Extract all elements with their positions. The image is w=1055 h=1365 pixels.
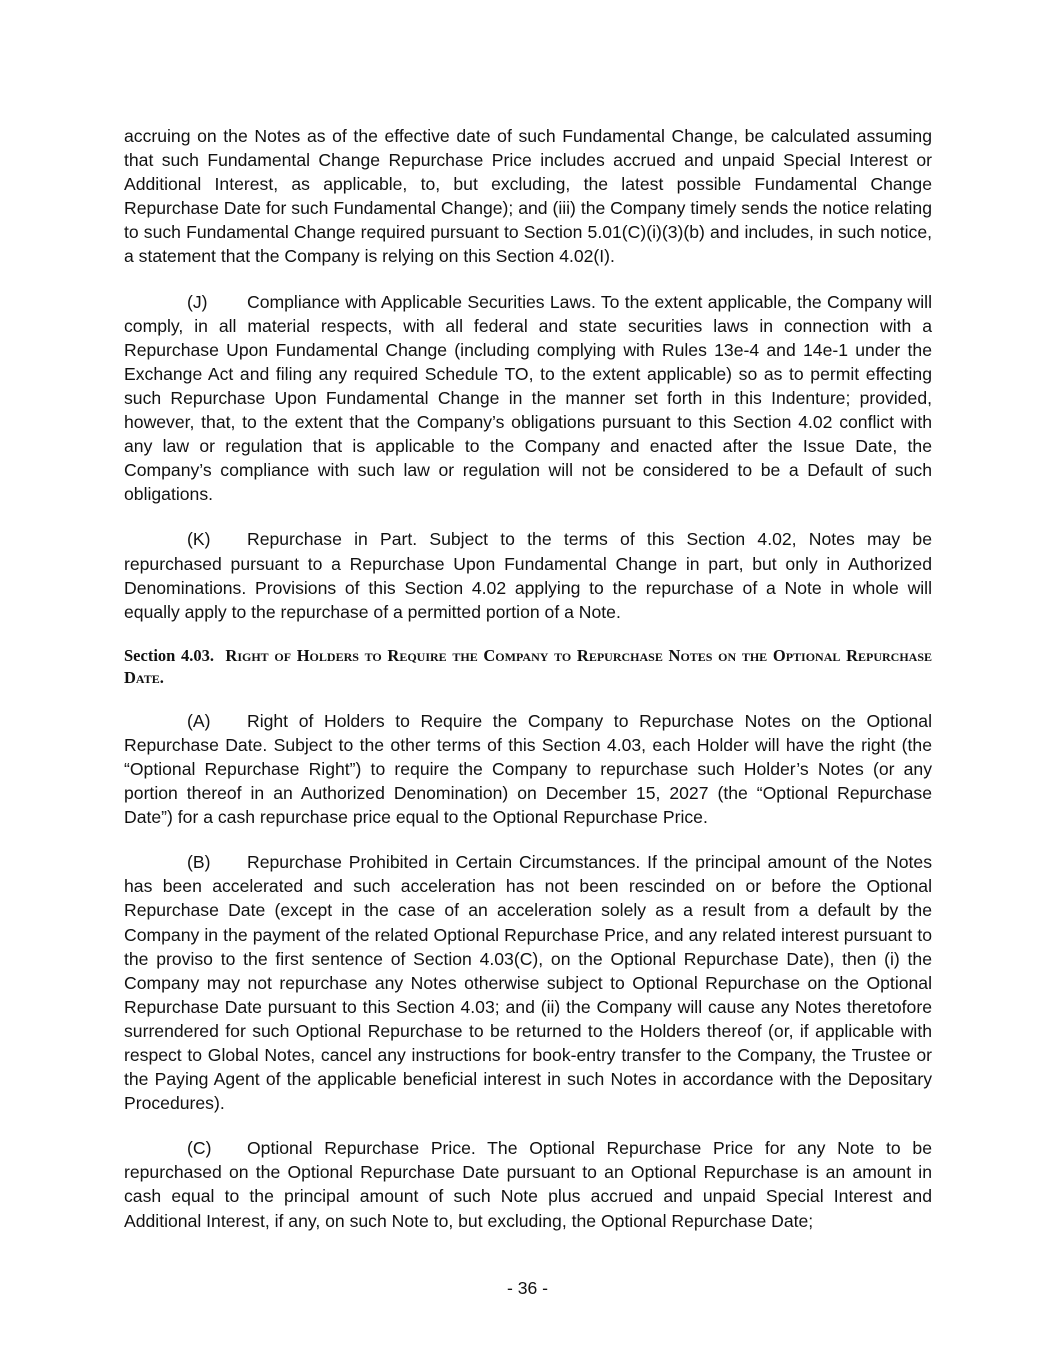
paragraph-label: (J) [187, 291, 208, 312]
section-heading [124, 645, 932, 689]
paragraph-label: (B) [187, 852, 211, 873]
document-page [124, 124, 932, 1254]
paragraph-c [124, 1136, 932, 1232]
paragraph-text: Right of Holders to Require the Company to Repurchase Notes on the Optional Repurchase Date. Subject to the other terms of this Section 4.03, each Holder will have the right (the “Optional Repurchase Right”) to require the Company to repurchase such Holder’s Notes (or any portion thereof in an Authorized Denomination) on December 15, 2027 (the “Optional Repurchase Date”) for a cash repurchase price equal to the Optional Repurchase Price. [124, 710, 932, 828]
paragraph-text: Compliance with Applicable Securities Laws. To the extent applicable, the Company will comply, in all material respects, with all federal and state securities laws in connection with a Repurchase Upon Fundamental Change (including complying with Rules 13e-4 and 14e-1 under the Exchange Act and filing any required Schedule TO, to the extent applicable) so as to permit effecting such Repurchase Upon Fundamental Change in the manner set forth in this Indenture; provided, however, that, to the extent that the Company’s obligations pursuant to this Section 4.02 conflict with any law or regulation that is applicable to the Company and enacted after the Issue Date, the Company’s compliance with such law or regulation will not be considered to be a Default of such obligations. [124, 291, 932, 505]
paragraph-label: (A) [187, 710, 211, 731]
paragraph-j [124, 290, 932, 507]
paragraph-k [124, 527, 932, 623]
paragraph-continuation: accruing on the Notes as of the effective date of such Fundamental Change, be calculated assuming that such Fundamental Change Repurchase Price includes accrued and unpaid Special Interest or Additional Interest, as applicable, to, but excluding, the latest possible Fundamental Change Repurchase Date for such Fundamental Change); and (iii) the Company timely sends the notice relating to such Fundamental Change required pursuant to Section 5.01(C)(i)(3)(b) and includes, in such notice, a statement that the Company is relying on this Section 4.02(I). [124, 126, 932, 267]
paragraph-label: (C) [187, 1138, 212, 1159]
section-number: Section 4.03. [124, 645, 215, 665]
section-title: Right of Holders to Require the Company to Repurchase Notes on the Optional Repurchase Date. [124, 645, 933, 687]
paragraph-text: Repurchase in Part. Subject to the terms of this Section 4.02, Notes may be repurchased pursuant to a Repurchase Upon Fundamental Change in part, but only in Authorized Denominations. Provisions of this Section 4.02 applying to the repurchase of a Note in whole will equally apply to the repurchase of a permitted portion of a Note. [124, 529, 932, 622]
paragraph-b [124, 850, 932, 1115]
paragraph-a [124, 709, 932, 829]
paragraph-text: Optional Repurchase Price. The Optional Repurchase Price for any Note to be repurchased on the Optional Repurchase Date pursuant to an Optional Repurchase is an amount in cash equal to the principal amount of such Note plus accrued and unpaid Special Interest and Additional Interest, if any, on such Note to, but excluding, the Optional Repurchase Date; [124, 1138, 932, 1231]
paragraph-text: Repurchase Prohibited in Certain Circumstances. If the principal amount of the Notes has been accelerated and such acceleration has not been rescinded on or before the Optional Repurchase Date (except in the case of an acceleration solely as a result from a default by the Company in the payment of the related Optional Repurchase Price, and any related interest pursuant to the proviso to the first sentence of Section 4.03(C), on the Optional Repurchase Date), then (i) the Company may not repurchase any Notes otherwise subject to Optional Repurchase on the Optional Repurchase Date pursuant to this Section 4.03; and (ii) the Company will cause any Notes theretofore surrendered for such Optional Repurchase to be returned to the Holders thereof (or, if applicable with respect to Global Notes, cancel any instructions for book-entry transfer to the Company, the Trustee or the Paying Agent of the applicable beneficial interest in such Notes in accordance with the Depositary Procedures). [124, 852, 932, 1114]
page-number: - 36 - [506, 1278, 549, 1298]
paragraph-label: (K) [187, 529, 211, 550]
